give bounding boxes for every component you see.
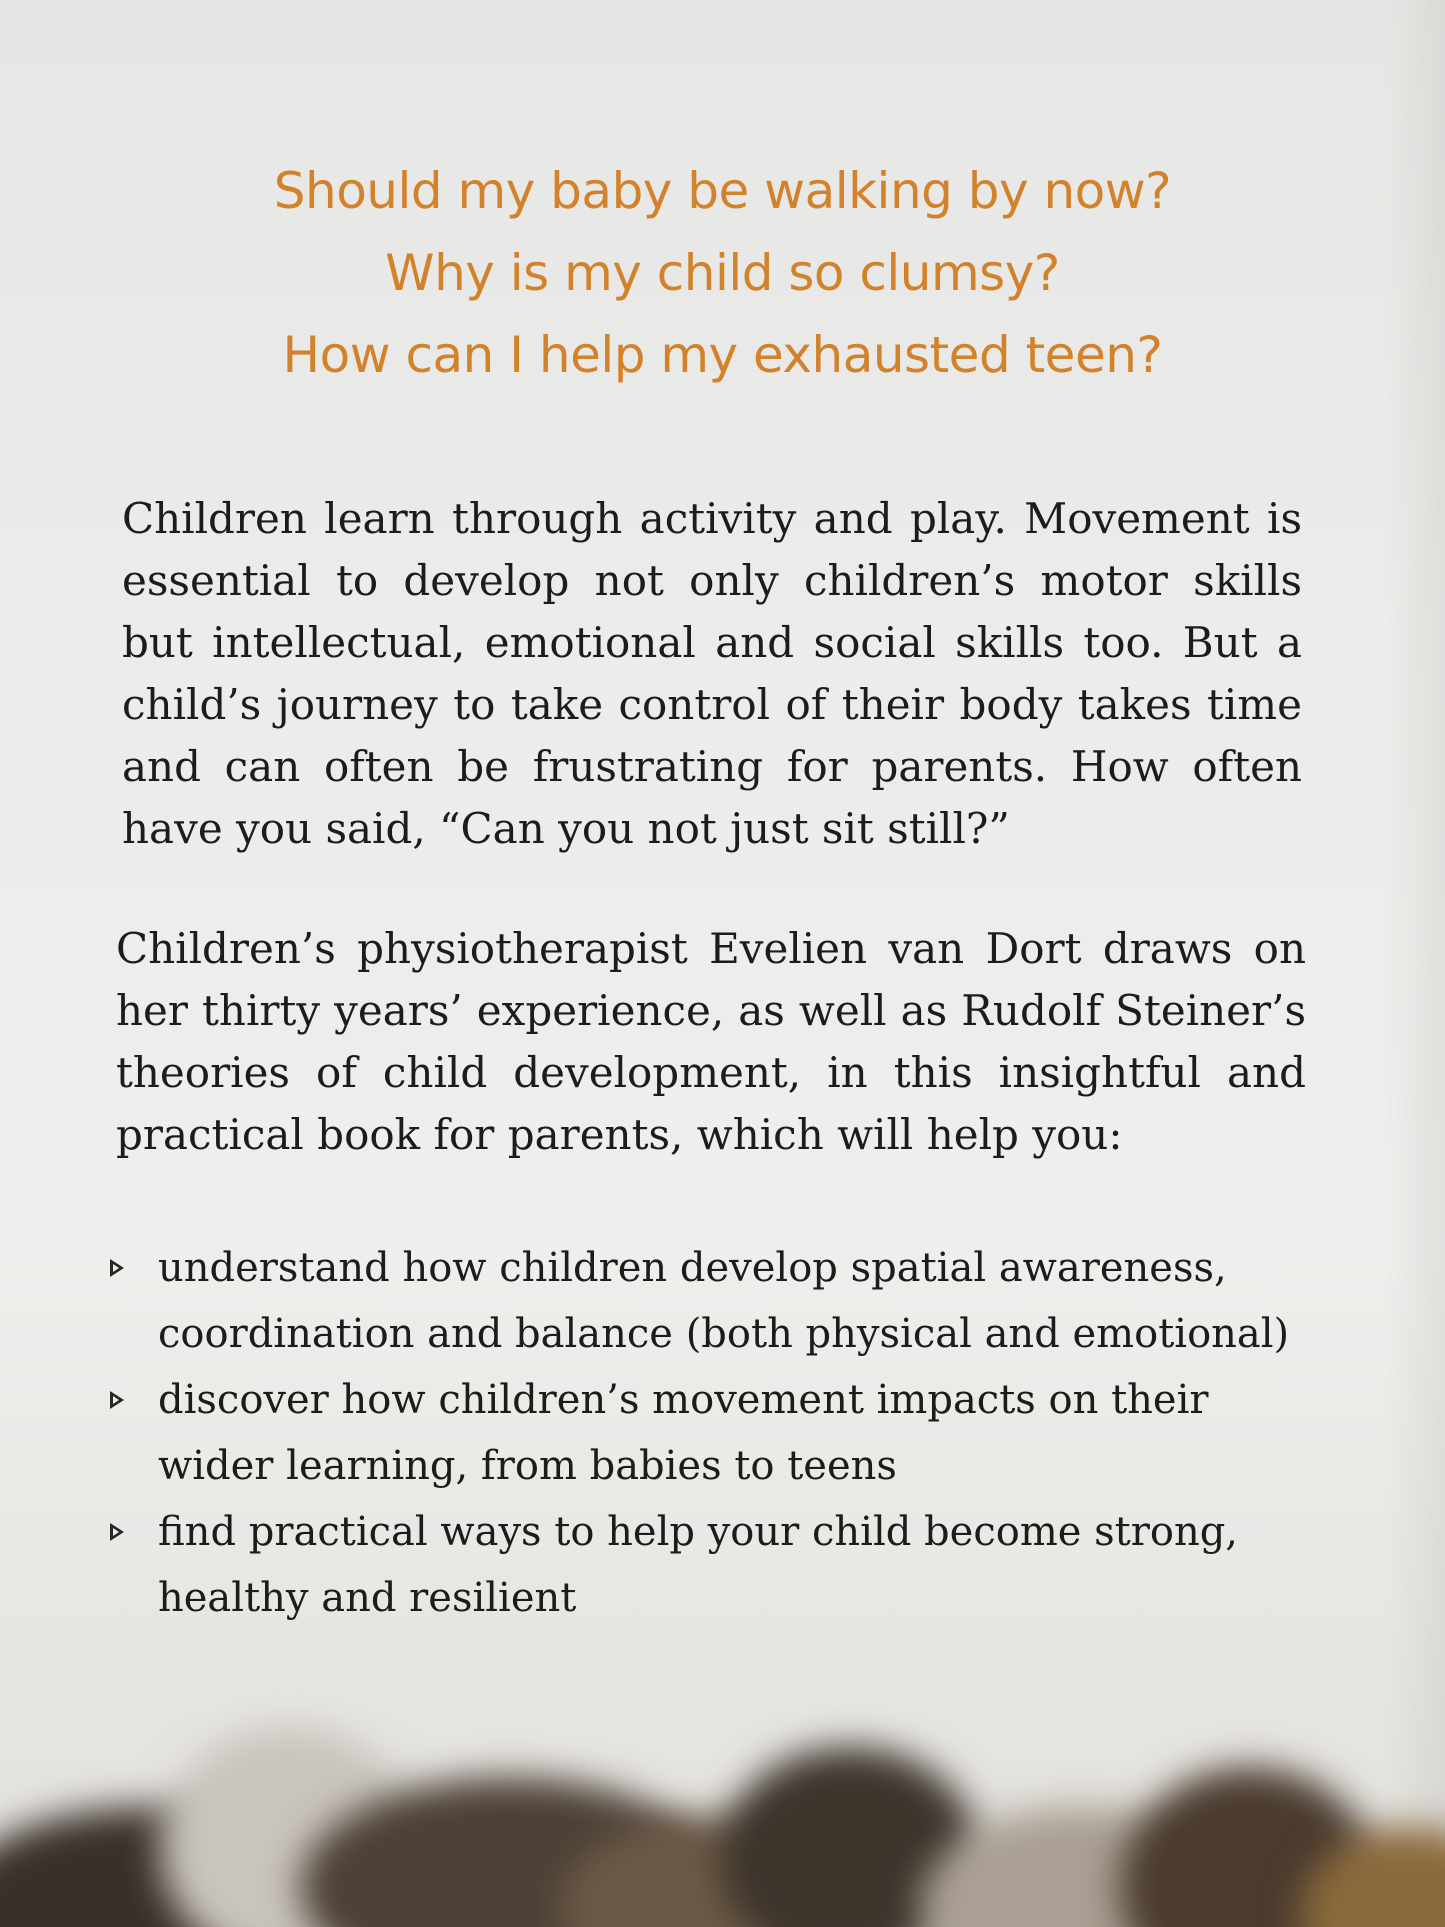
question-block (0, 150, 1445, 396)
triangle-bullet-icon (110, 1523, 124, 1541)
list-item (100, 1367, 1330, 1499)
cover-photo-strip (0, 1667, 1445, 1927)
triangle-bullet-icon (110, 1391, 124, 1409)
list-item-text: understand how children develop spatial awareness, coordination and balance (both physical and emotional) (158, 1245, 1290, 1357)
question-line: Should my baby be walking by now? (273, 162, 1172, 220)
question-line: How can I help my exhausted teen? (282, 326, 1163, 384)
benefit-list (100, 1235, 1330, 1631)
list-item-text: discover how children’s movement impacts on their wider learning, from babies to teens (158, 1377, 1209, 1489)
list-item (100, 1499, 1330, 1631)
question-line: Why is my child so clumsy? (385, 244, 1060, 302)
triangle-bullet-icon (110, 1259, 124, 1277)
list-item (100, 1235, 1330, 1367)
list-item-text: find practical ways to help your child become strong, healthy and resilient (158, 1509, 1239, 1621)
intro-paragraph: Children learn through activity and play. Movement is essential to develop not only children’s motor skills but intellectual, emotional and social skills too. But a child’s journey to take control of their body takes time and can often be frustrating for parents. How often have you said, “Can you not just sit still?” (122, 494, 1302, 853)
author-paragraph: Children’s physiotherapist Evelien van Dort draws on her thirty years’ experience, as well as Rudolf Steiner’s theories of child development, in this insightful and practical book for parents, which will help you: (116, 924, 1306, 1159)
